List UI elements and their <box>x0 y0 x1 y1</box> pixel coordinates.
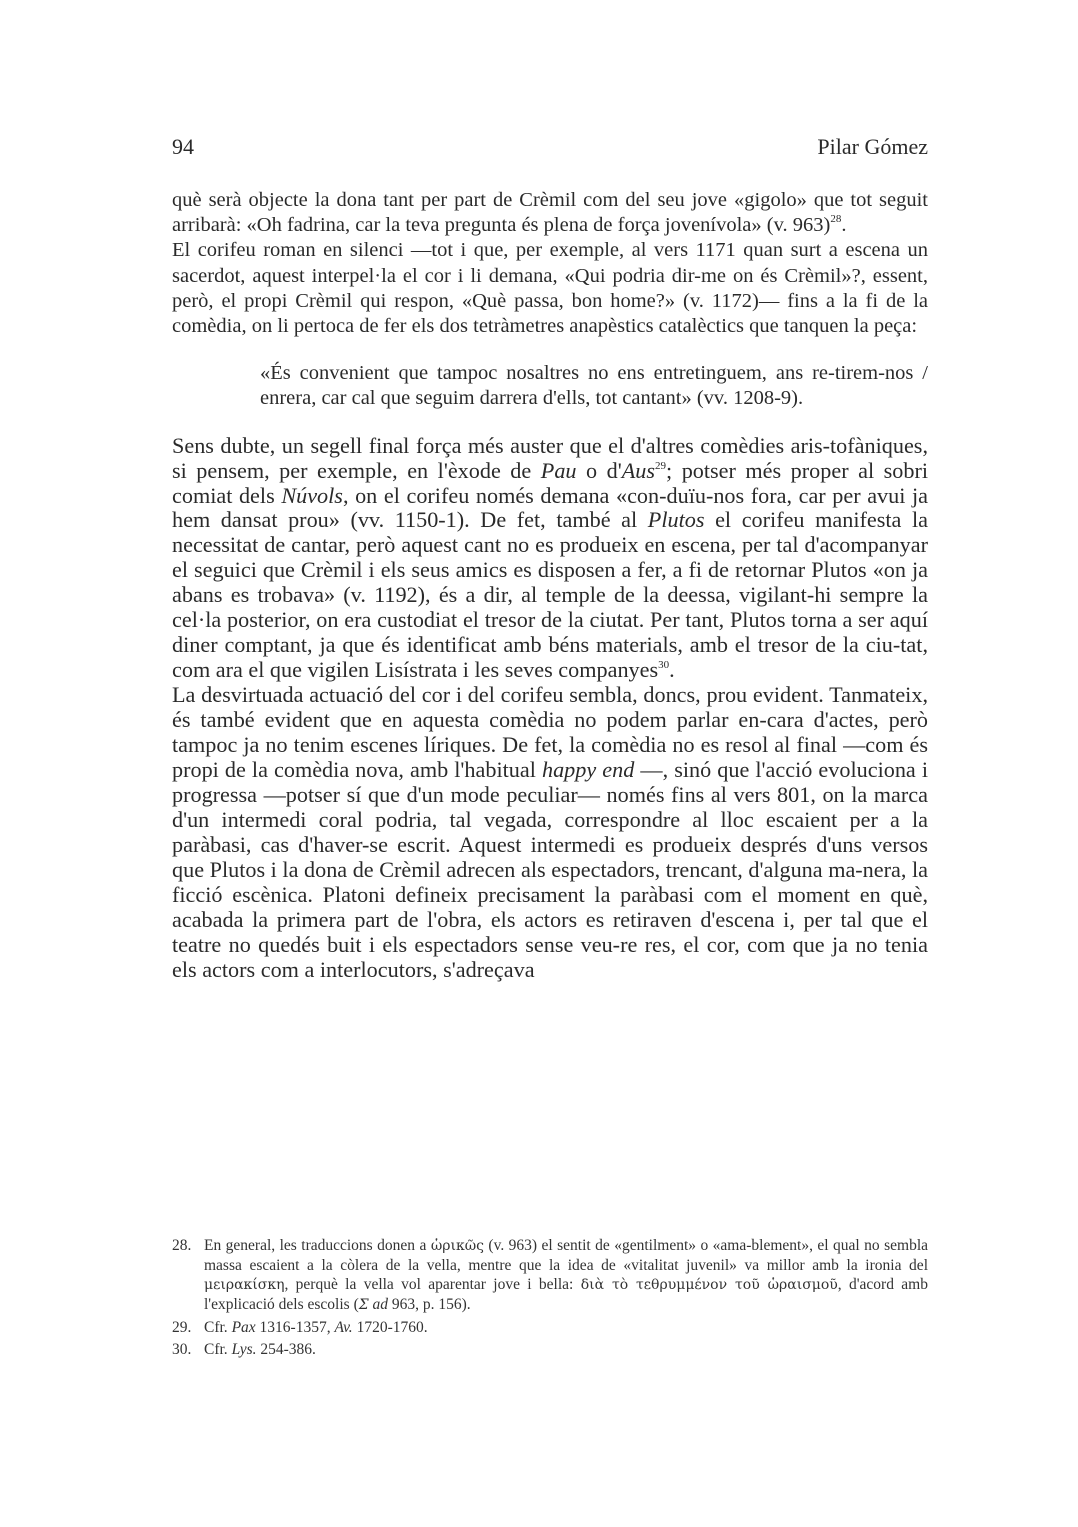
footnote-28-number: 28. <box>172 1237 192 1254</box>
title-lys: Lys. <box>231 1341 257 1358</box>
footnote-30-text-a: Cfr. <box>204 1341 232 1358</box>
footnote-29 <box>172 1318 928 1337</box>
running-head-author: Pilar Gómez <box>817 134 928 159</box>
footnote-28-text-c: , perquè la vella vol aparentar jove i bella: <box>284 1276 581 1293</box>
scholia-sigma: Σ <box>358 1297 369 1313</box>
footnote-28 <box>172 1236 928 1315</box>
paragraph-3-text-d: , on el corifeu només demana «con-duïu-nos fora, car per avui ja hem dansat prou» (vv. 1150-1). De fet, també al <box>172 482 928 533</box>
footnote-29-number: 29. <box>172 1319 192 1336</box>
paragraph-1 <box>172 188 928 238</box>
footnote-28-text-e: 963, p. 156). <box>388 1296 471 1313</box>
footnote-30-text-b: 254-386. <box>256 1341 316 1358</box>
paragraph-3-text-a: Sens dubte, un segell final força més auster que el d'altres comèdies aris-tofàniques, si pensem, per exemple, en l'èxode de <box>172 432 928 483</box>
paragraph-3-text-e: el corifeu manifesta la necessitat de cantar, però aquest cant no es produeix en escena, per tal d'acompanyar el seguici que Crèmil i els seus amics es disposen a fer, a fi de retornar Plutos «on ja abans es trobava» (v. 1192), és a dir, al temple de la deessa, vigilant-hi sempre la cel·la posterior, on era custodiat el tresor de la ciutat. Per tant, Plutos torna a ser aquí diner comptant, ja que és identificat amb béns materials, amb el tresor de la ciu-tat, com ara el que vigilen Lisístrata i les seves companyes <box>172 507 928 683</box>
scholia-ad: ad <box>372 1296 389 1313</box>
paragraph-4-text-b: —, sinó que l'acció evoluciona i progressa —potser sí que d'un mode peculiar— només fins al vers 801, on la marca d'un intermedi coral podria, tal vegada, correspondre al lloc escaient per a la paràbasi, cas d'haver-se escrit. Aquest intermedi es produeix després d'uns versos que Plutos i la dona de Crèmil adrecen als espectadors, trencant, d'alguna ma-nera, la ficció escènica. Platoni defineix precisament la paràbasi com el moment en què, acabada la primera part de l'obra, els actors es retiraven d'escena i, per tal que el teatre no quedés buit i els espectadors sense veu-re res, el cor, com que ja no tenia els actors com a interlocutors, s'adreçava <box>172 757 929 982</box>
footnote-29-text-b: 1316-1357, <box>255 1319 335 1336</box>
footnotes <box>172 1236 928 1362</box>
paragraph-1-text: què serà objecte la dona tant per part de Crèmil com del seu jove «gigolo» que tot seguit arribarà: «Oh fadrina, car la teva pregunta és plena de força jovenívola» (v. 963) <box>172 189 928 237</box>
footnote-30 <box>172 1340 928 1359</box>
footnote-ref-30[interactable]: 30 <box>658 659 670 672</box>
paragraph-1-end: . <box>841 214 847 237</box>
paragraph-2: El corifeu roman en silenci —tot i que, per exemple, al vers 1171 quan surt a escena un sacerdot, aquest interpel·la el cor i li demana, «Qui podria dir-me on és Crèmil»?, essent, però, el propi Crèmil qui respon, «Què passa, bon home?» (v. 1172)— fins a la fi de la comèdia, on li pertoca de fer els dos tetràmetres anapèstics catalèctics que tanquen la peça: <box>172 239 928 338</box>
paragraph-4-text-a: La desvirtuada actuació del cor i del corifeu sembla, doncs, prou evident. Tanmateix, és també evident que en aquesta comèdia no podem parlar en-cara d'actes, però tampoc ja no tenim escenes líriques. De fet, la comèdia no es resol al final —com és propi de la comèdia nova, amb l'habitual <box>172 682 928 783</box>
body-text <box>172 188 928 983</box>
page-number: 94 <box>172 134 194 159</box>
title-aus: Aus <box>621 457 656 483</box>
paragraph-4 <box>172 683 928 982</box>
title-av: Av. <box>334 1319 353 1336</box>
greek-phrase-scholion: διὰ τὸ τεθρυμμένον τοῦ ὡραισμοῦ <box>580 1277 838 1293</box>
paragraph-3-end: . <box>669 657 675 683</box>
paragraph-3-text-c: ; potser més proper al sobri comiat dels <box>172 457 928 508</box>
footnote-28-text-a: En general, les traduccions donen a <box>204 1237 431 1254</box>
running-head <box>172 134 928 164</box>
paragraph-3-text-b: o d' <box>576 457 622 483</box>
title-pax: Pax <box>231 1319 256 1336</box>
phrase-happy-end: happy end <box>541 757 635 783</box>
footnote-29-text-a: Cfr. <box>204 1319 232 1336</box>
footnote-28-text-d: , d'acord amb l'explicació dels escolis ( <box>204 1276 928 1313</box>
footnote-ref-28[interactable]: 28 <box>830 213 842 226</box>
footnote-29-text-c: 1720-1760. <box>352 1319 428 1336</box>
title-pau: Pau <box>540 457 577 483</box>
greek-word-meirakiske: μειρακίσκη <box>204 1277 285 1293</box>
footnote-28-text-b: (v. 963) el sentit de «gentilment» o «ama-blement», el qual no sembla massa escaient a la còlera de la vella, mentre que la idea de «vitalitat juvenil» va millor amb la ironia del <box>204 1237 929 1274</box>
greek-word-horikos: ὡρικῶς <box>430 1238 484 1254</box>
title-plutos: Plutos <box>647 507 705 533</box>
block-quote: «És convenient que tampoc nosaltres no ens entretinguem, ans re-tirem-nos / enrera, car cal que seguim darrera d'ells, tot cantant» (vv. 1208-9). <box>260 362 928 410</box>
title-nuvols: Núvols <box>281 482 343 508</box>
paragraph-3 <box>172 434 928 684</box>
footnote-30-number: 30. <box>172 1341 192 1358</box>
footnote-ref-29[interactable]: 29 <box>655 459 667 472</box>
